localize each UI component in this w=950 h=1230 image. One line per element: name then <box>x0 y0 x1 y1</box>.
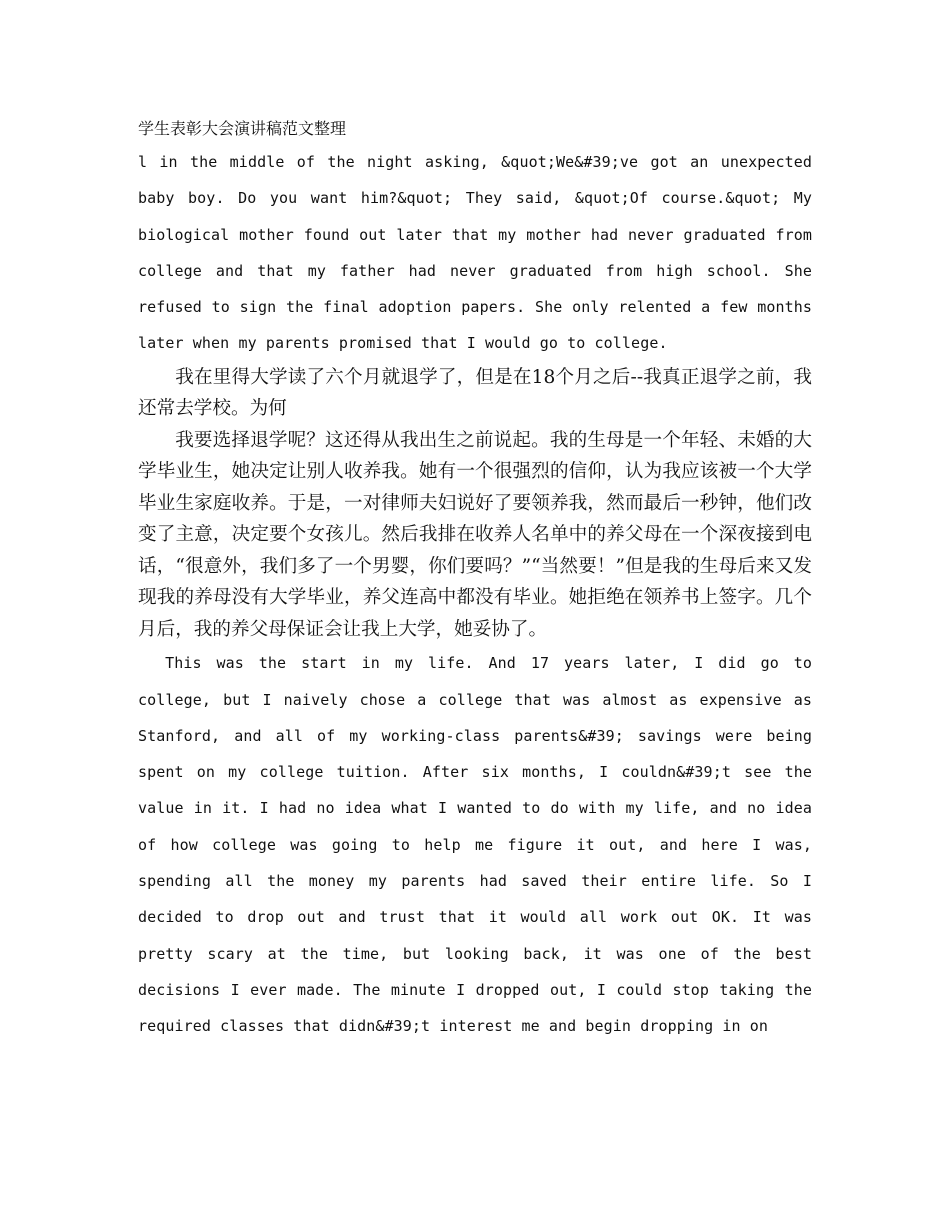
paragraph-english-1: l in the middle of the night asking, &quot;We&#39;ve got an unexpected baby boy. Do you want him?&quot; They said, &quot;Of course.&quot; My biological mother found out later that my mother had never graduated from college and that my father had never graduated from high school. She refused to sign the final adoption papers. She only relented a few months later when my parents promised that I would go to college. <box>138 153 812 353</box>
paragraph-english-2: This was the start in my life. And 17 years later, I did go to college, but I naively chose a college that was almost as expensive as Stanford, and all of my working-class parents&#39; savings were being spent on my college tuition. After six months, I couldn&#39;t see the value in it. I had no idea what I wanted to do with my life, and no idea of how college was going to help me figure it out, and here I was, spending all the money my parents had saved their entire life. So I decided to drop out and trust that it would all work out OK. It was pretty scary at the time, but looking back, it was one of the best decisions I ever made. The minute I dropped out, I could stop taking the required classes that didn&#39;t interest me and begin dropping in on <box>138 654 812 1036</box>
paragraph-chinese-2: 我要选择退学呢？这还得从我出生之前说起。我的生母是一个年轻、未婚的大学毕业生，她决定让别人收养我。她有一个很强烈的信仰，认为我应该被一个大学毕业生家庭收养。于是，一对律师夫妇说好了要领养我，然而最后一秒钟，他们改变了主意，决定要个女孩儿。然后我排在收养人名单中的养父母在一个深夜接到电话，“很意外，我们多了一个男婴，你们要吗？”“当然要！”但是我的生母后来又发现我的养母没有大学毕业，养父连高中都没有毕业。她拒绝在领养书上签字。几个月后，我的养父母保证会让我上大学，她妥协了。 <box>138 429 812 640</box>
document-title: 学生表彰大会演讲稿范文整理 <box>138 119 347 138</box>
paragraph-chinese-1: 我在里得大学读了六个月就退学了，但是在18个月之后--我真正退学之前，我还常去学校。为何 <box>138 366 812 420</box>
document-page <box>138 114 812 1045</box>
